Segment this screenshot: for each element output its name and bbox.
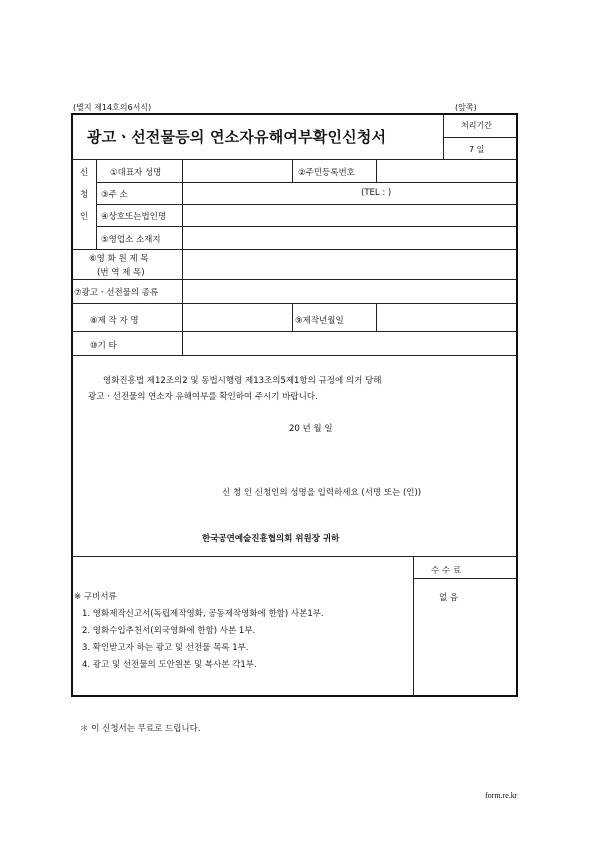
free-form-note: ＊ 이 신청서는 무료로 드립니다. <box>80 724 201 734</box>
request-paragraph-line-1: 영화진흥법 제12조의2 및 동법시행령 제13조의5제1항의 규정에 의거 당해 <box>103 376 382 386</box>
address-label: ③주 소 <box>101 190 128 200</box>
required-doc-3: 3. 확인받고자 하는 광고 및 선전물 목록 1부. <box>82 643 249 653</box>
processing-period-value: 7 일 <box>469 145 485 154</box>
applicant-group-char-1: 신 <box>80 168 89 178</box>
request-paragraph-line-2: 광고ㆍ선전물의 연소자 유해여부를 확인하여 주시기 바랍니다. <box>88 392 318 402</box>
site-credit: form.re.kr <box>485 791 518 800</box>
applicant-group-char-2: 청 <box>80 190 89 200</box>
rrn-field[interactable] <box>379 161 515 180</box>
film-title-field[interactable] <box>185 251 515 277</box>
rep-name-field[interactable] <box>185 161 290 180</box>
rep-name-label: ①대표자 성명 <box>110 168 162 178</box>
required-doc-4: 4. 광고 및 선전물의 도안원본 및 복사본 각1부. <box>82 660 257 670</box>
etc-label: ⑩기 타 <box>90 341 117 351</box>
fee-label: 수 수 료 <box>431 566 462 576</box>
processing-period-label: 처리기간 <box>461 121 492 130</box>
required-doc-2: 2. 영화수입추천서(외국영화에 한함) 사본 1부. <box>82 626 256 636</box>
company-label: ④상호또는법인명 <box>101 212 167 222</box>
form-title: 광고ㆍ선전물등의 연소자유해여부확인신청서 <box>87 128 387 146</box>
form-number: (별지 제14호의6서식) <box>73 103 152 112</box>
ad-type-field[interactable] <box>185 281 515 301</box>
page-side-label: (앞쪽) <box>455 103 477 112</box>
producer-label: ⑧제 작 자 명 <box>90 316 139 326</box>
application-date[interactable]: 20 년 월 일 <box>289 424 333 434</box>
film-translated-title-label: (번 역 제 목) <box>97 268 145 278</box>
production-date-label: ⑨제작년월일 <box>295 316 344 326</box>
film-title-label: ⑥영 화 원 제 목 <box>89 254 149 264</box>
producer-field[interactable] <box>185 305 290 329</box>
required-doc-1: 1. 영화제작신고서(독립제작영화, 공동제작영화에 한함) 사본1부. <box>82 609 324 619</box>
required-docs-heading: ※ 구비서류 <box>74 592 117 602</box>
office-address-label: ⑤영업소 소재지 <box>101 235 161 245</box>
tel-field[interactable]: (TEL : ) <box>361 188 392 198</box>
etc-field[interactable] <box>185 333 515 353</box>
production-date-field[interactable] <box>379 305 515 329</box>
ad-type-label: ⑦광고ㆍ선전물의 종류 <box>74 288 159 298</box>
office-address-field[interactable] <box>185 228 515 247</box>
rrn-label: ②주민등록번호 <box>298 168 355 178</box>
company-field[interactable] <box>185 206 515 224</box>
applicant-signature-line[interactable]: 신 청 인 신청인의 성명을 입력하세요 (서명 또는 (인)) <box>222 488 422 498</box>
applicant-group-char-3: 인 <box>80 212 89 222</box>
recipient: 한국공연예술진흥협의회 위원장 귀하 <box>202 534 340 544</box>
fee-value: 없 음 <box>439 593 459 603</box>
address-field[interactable] <box>185 184 355 202</box>
